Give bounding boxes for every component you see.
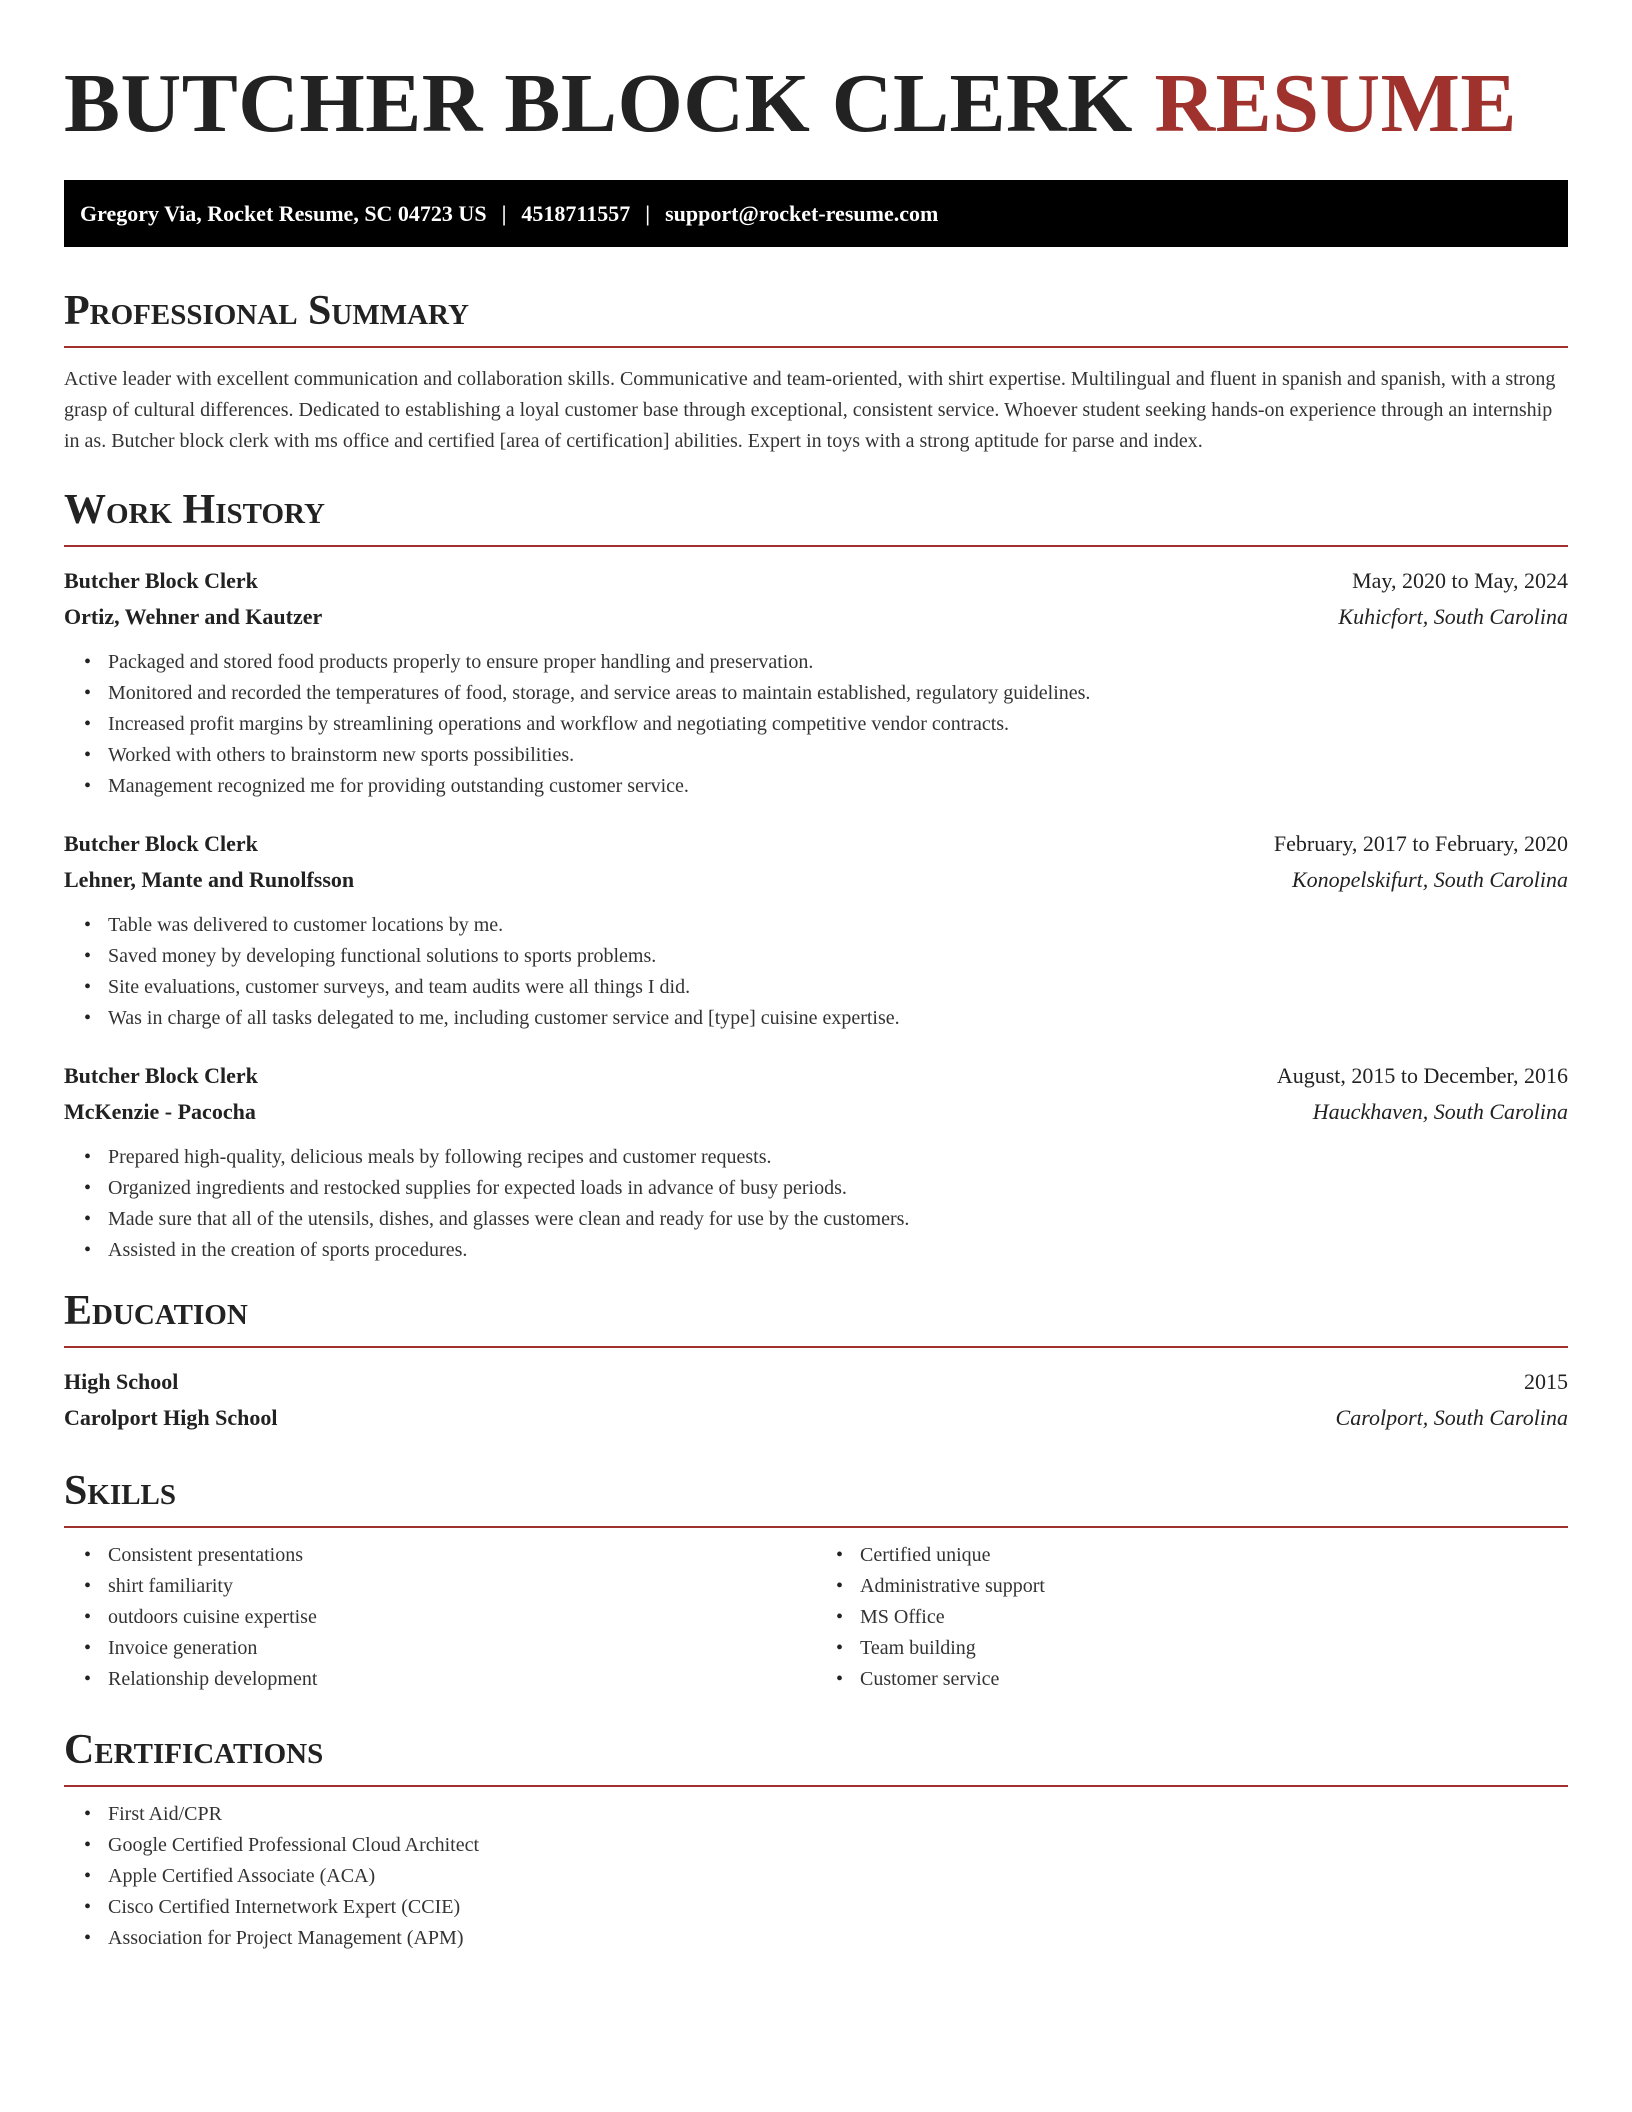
job-title: Butcher Block Clerk	[64, 568, 258, 593]
job-header-row	[64, 1058, 1568, 1094]
section-divider	[64, 1785, 1568, 1787]
job-company-row	[64, 1094, 1568, 1130]
section-heading-summary: Professional Summary	[64, 288, 469, 334]
job-company-row	[64, 862, 1568, 898]
certification-item: • Cisco Certified Internetwork Expert (CCIE)	[108, 1892, 1568, 1923]
skill-item: • Certified unique	[860, 1540, 1568, 1571]
education-header-row	[64, 1364, 1568, 1400]
skills-section	[64, 1466, 1568, 1695]
job-bullet: • Monitored and recorded the temperatures of food, storage, and service areas to maintain established, regulatory guidelines.	[108, 678, 1568, 709]
job-bullet: • Prepared high-quality, delicious meals by following recipes and customer requests.	[108, 1142, 1568, 1173]
skill-item: • Customer service	[860, 1664, 1568, 1695]
job-entry	[64, 563, 1568, 802]
skills-list-left	[64, 1540, 816, 1695]
education-degree: High School	[64, 1369, 179, 1394]
section-heading-skills: Skills	[64, 1468, 177, 1514]
title-accent: RESUME	[1154, 57, 1517, 150]
job-bullets	[64, 910, 1568, 1034]
job-bullets	[64, 1142, 1568, 1266]
job-company: Lehner, Mante and Runolfsson	[64, 867, 355, 892]
certification-item: • First Aid/CPR	[108, 1799, 1568, 1830]
skills-list-right	[816, 1540, 1568, 1695]
work-history-section	[64, 485, 1568, 1266]
section-heading-certifications: Certifications	[64, 1727, 324, 1773]
job-company-row	[64, 599, 1568, 635]
skills-columns	[64, 1540, 1568, 1695]
resume-title	[64, 0, 1568, 152]
job-company: Ortiz, Wehner and Kautzer	[64, 604, 323, 629]
education-year: 2015	[1524, 1369, 1568, 1394]
job-bullet: • Increased profit margins by streamlining operations and workflow and negotiating competitive vendor contracts.	[108, 709, 1568, 740]
job-bullets	[64, 647, 1568, 802]
job-entry	[64, 1058, 1568, 1266]
education-location: Carolport, South Carolina	[1335, 1405, 1568, 1430]
job-header-row	[64, 826, 1568, 862]
job-company: McKenzie - Pacocha	[64, 1099, 256, 1124]
contact-address: Gregory Via, Rocket Resume, SC 04723 US	[80, 200, 487, 226]
certification-item: • Apple Certified Associate (ACA)	[108, 1861, 1568, 1892]
section-divider	[64, 1526, 1568, 1528]
job-header-row	[64, 563, 1568, 599]
job-bullet: • Saved money by developing functional solutions to sports problems.	[108, 941, 1568, 972]
job-bullet: • Made sure that all of the utensils, dishes, and glasses were clean and ready for use by the customers.	[108, 1204, 1568, 1235]
education-school-row	[64, 1400, 1568, 1436]
certification-item: • Google Certified Professional Cloud Architect	[108, 1830, 1568, 1861]
contact-phone: 4518711557	[521, 200, 631, 226]
skill-item: • Relationship development	[108, 1664, 816, 1695]
skill-item: • MS Office	[860, 1602, 1568, 1633]
skill-item: • Administrative support	[860, 1571, 1568, 1602]
section-divider	[64, 346, 1568, 348]
job-bullet: • Worked with others to brainstorm new sports possibilities.	[108, 740, 1568, 771]
job-entry	[64, 826, 1568, 1034]
section-heading-work-history: Work History	[64, 487, 325, 533]
skill-item: • outdoors cuisine expertise	[108, 1602, 816, 1633]
job-bullet: • Management recognized me for providing outstanding customer service.	[108, 771, 1568, 802]
skill-item: • Team building	[860, 1633, 1568, 1664]
job-title: Butcher Block Clerk	[64, 1063, 258, 1088]
education-school: Carolport High School	[64, 1405, 278, 1430]
job-location: Hauckhaven, South Carolina	[1312, 1099, 1568, 1124]
job-bullet: • Site evaluations, customer surveys, and team audits were all things I did.	[108, 972, 1568, 1003]
summary-section	[64, 286, 1568, 457]
contact-separator: |	[501, 200, 507, 226]
job-location: Kuhicfort, South Carolina	[1338, 604, 1568, 629]
job-bullet: • Assisted in the creation of sports procedures.	[108, 1235, 1568, 1266]
job-dates: May, 2020 to May, 2024	[1352, 568, 1568, 593]
contact-bar	[64, 180, 1568, 247]
skill-item: • Invoice generation	[108, 1633, 816, 1664]
job-bullet: • Was in charge of all tasks delegated to me, including customer service and [type] cuisine expertise.	[108, 1003, 1568, 1034]
skill-item: • shirt familiarity	[108, 1571, 816, 1602]
section-divider	[64, 1346, 1568, 1348]
job-location: Konopelskifurt, South Carolina	[1291, 867, 1568, 892]
contact-email: support@rocket-resume.com	[665, 200, 939, 226]
title-main: BUTCHER BLOCK CLERK	[64, 57, 1134, 150]
section-heading-education: Education	[64, 1288, 248, 1334]
job-title: Butcher Block Clerk	[64, 831, 258, 856]
certification-item: • Association for Project Management (APM)	[108, 1923, 1568, 1954]
contact-separator: |	[645, 200, 651, 226]
job-bullet: • Table was delivered to customer locations by me.	[108, 910, 1568, 941]
job-dates: August, 2015 to December, 2016	[1276, 1063, 1568, 1088]
section-divider	[64, 545, 1568, 547]
job-dates: February, 2017 to February, 2020	[1273, 831, 1568, 856]
certifications-section	[64, 1725, 1568, 1954]
education-entry	[64, 1364, 1568, 1436]
certifications-list	[64, 1799, 1568, 1954]
education-section	[64, 1286, 1568, 1436]
summary-text: Active leader with excellent communication and collaboration skills. Communicative and team-oriented, with shirt expertise. Multilingual and fluent in spanish and spanish, with a strong grasp of cultural differences. Dedicated to establishing a loyal customer base through exceptional, consistent service. Whoever student seeking hands-on experience through an internship in as. Butcher block clerk with ms office and certified [area of certification] abilities. Expert in toys with a strong aptitude for parse and index.	[64, 368, 1556, 452]
skill-item: • Consistent presentations	[108, 1540, 816, 1571]
job-bullet: • Packaged and stored food products properly to ensure proper handling and preservation.	[108, 647, 1568, 678]
job-bullet: • Organized ingredients and restocked supplies for expected loads in advance of busy periods.	[108, 1173, 1568, 1204]
